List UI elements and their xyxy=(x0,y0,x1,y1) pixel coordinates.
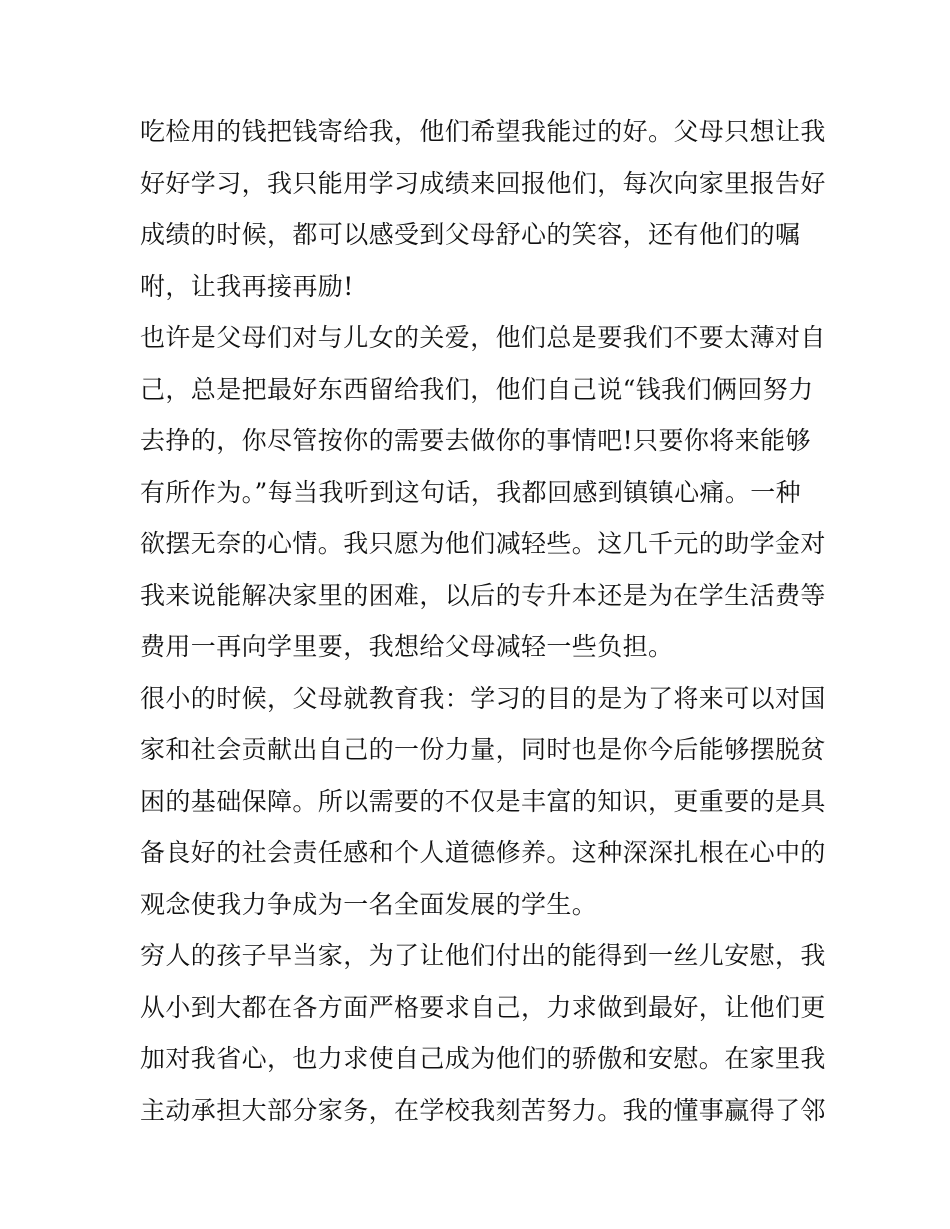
text-line: 观念使我力争成为一名全面发展的学生。 xyxy=(140,889,598,919)
text-line: 备良好的社会责任感和个人道德修养。这种深深扎根在心中的 xyxy=(140,838,826,867)
text-line: 穷人的孩子早当家，为了让他们付出的能得到一丝儿安慰，我 xyxy=(140,941,826,970)
text-line: 成绩的时候，都可以感受到父母舒心的笑容，还有他们的嘱 xyxy=(140,220,801,249)
text-line: 我来说能解决家里的困难，以后的专升本还是为在学生活费等 xyxy=(140,580,826,610)
text-line: 困的基础保障。所以需要的不仅是丰富的知识，更重要的是具 xyxy=(140,786,826,816)
document-body xyxy=(140,106,826,1136)
text-line: 己，总是把最好东西留给我们，他们自己说“钱我们俩回努力 xyxy=(140,374,814,404)
text-line: 费用一再向学里要，我想给父母减轻一些负担。 xyxy=(140,632,674,661)
text-line: 主动承担大部分家务，在学校我刻苦努力。我的懂事赢得了邻 xyxy=(140,1095,826,1125)
text-line: 也许是父母们对与儿女的关爱，他们总是要我们不要太薄对自 xyxy=(140,323,826,352)
text-line: 欲摆无奈的心情。我只愿为他们减轻些。这几千元的助学金对 xyxy=(140,529,826,558)
text-line: 咐，让我再接再励! xyxy=(140,271,354,301)
text-line: 吃检用的钱把钱寄给我，他们希望我能过的好。父母只想让我 xyxy=(140,117,826,146)
text-line: 家和社会贡献出自己的一份力量，同时也是你今后能够摆脱贫 xyxy=(140,735,826,764)
text-line: 从小到大都在各方面严格要求自己，力求做到最好，让他们更 xyxy=(140,992,826,1022)
text-line: 好好学习，我只能用学习成绩来回报他们，每次向家里报告好 xyxy=(140,168,826,198)
text-line: 加对我省心，也力求使自己成为他们的骄傲和安慰。在家里我 xyxy=(140,1044,826,1073)
text-line: 很小的时候，父母就教育我：学习的目的是为了将来可以对国 xyxy=(140,683,826,713)
text-line: 去挣的，你尽管按你的需要去做你的事情吧!只要你将来能够 xyxy=(140,426,811,455)
text-line: 有所作为。”每当我听到这句话，我都回感到镇镇心痛。一种 xyxy=(140,477,802,507)
